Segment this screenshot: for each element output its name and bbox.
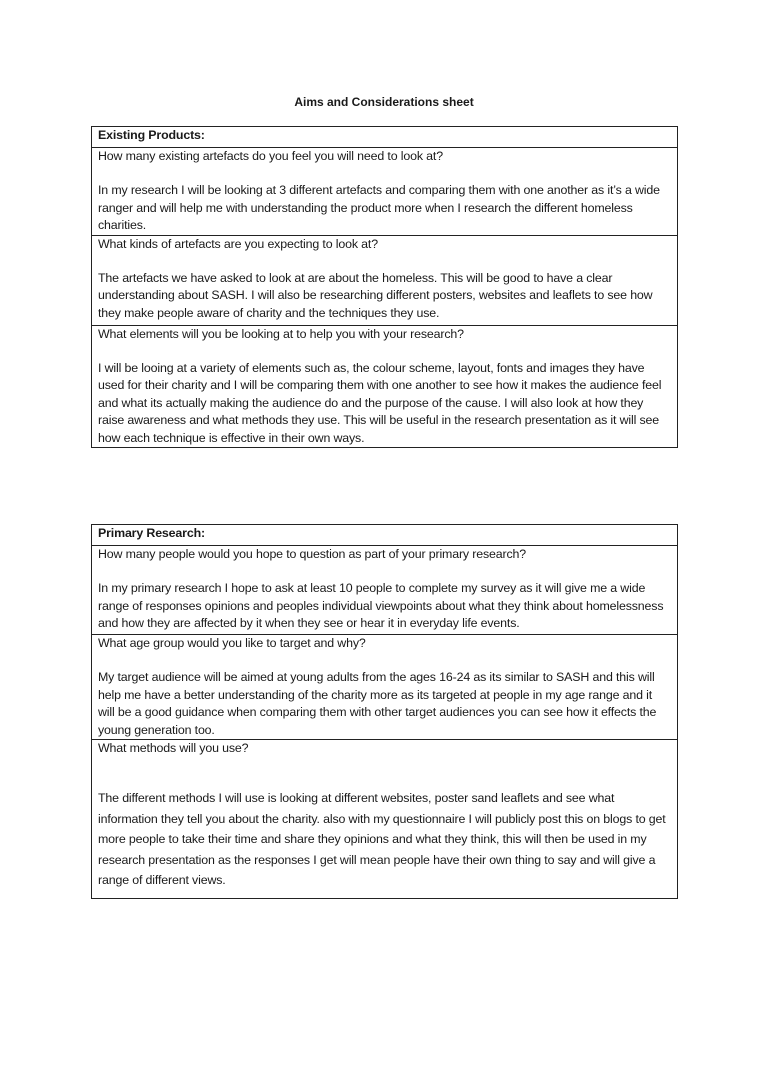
section-header-row — [92, 127, 678, 148]
answer-text: My target audience will be aimed at young adults from the ages 16-24 as its similar to SASH and this will help me have a better understanding of the charity more as its targeted at people in my age range and it will be a good guidance when comparing them with other target audiences you can see how it effects the young generation too. — [98, 670, 657, 737]
question-text: What age group would you like to target and why? — [98, 636, 366, 650]
question-cell — [92, 235, 678, 325]
question-text: How many people would you hope to question as part of your primary research? — [98, 547, 527, 561]
question-text: How many existing artefacts do you feel you will need to look at? — [98, 149, 443, 163]
existing-products-table — [91, 126, 678, 448]
question-cell — [92, 635, 678, 740]
question-row — [92, 635, 678, 740]
answer-text: I will be looing at a variety of elements such as, the colour scheme, layout, fonts and images they have used for their charity and I will be comparing them with one another to see how it makes the audience feel and what its actually making the audience do and the purpose of the cause. I will also look at how they raise awareness and what methods they use. This will be useful in the research presentation as it will see how each technique is effective in their own ways. — [98, 361, 662, 445]
answer-text: In my research I will be looking at 3 different artefacts and comparing them with one another as it’s a wide ranger and will help me with understanding the product more when I research the different homeless charities. — [98, 183, 660, 233]
question-text: What methods will you use? — [98, 741, 249, 756]
section-header-row — [92, 525, 678, 546]
question-row — [92, 148, 678, 236]
page-title: Aims and Considerations sheet — [294, 95, 474, 109]
question-cell — [92, 546, 678, 635]
question-row — [92, 740, 678, 899]
question-cell — [92, 740, 678, 899]
answer-text: In my primary research I hope to ask at least 10 people to complete my survey as it will give me a wide range of responses opinions and peoples individual viewpoints about what they think about homelessness and how they are affected by it when they see or hear it in everyday life events. — [98, 581, 664, 631]
question-cell — [92, 148, 678, 236]
section-heading: Existing Products: — [92, 127, 678, 148]
question-cell — [92, 325, 678, 447]
question-row — [92, 325, 678, 447]
question-text: What elements will you be looking at to help you with your research? — [98, 326, 464, 341]
question-row — [92, 546, 678, 635]
question-text: What kinds of artefacts are you expecting to look at? — [98, 236, 378, 251]
section-heading: Primary Research: — [92, 525, 678, 546]
primary-research-table — [91, 524, 678, 899]
question-row — [92, 235, 678, 325]
answer-text: The artefacts we have asked to look at are about the homeless. This will be good to have a clear understanding about SASH. I will also be researching different posters, websites and leaflets to see how they make people aware of charity and the techniques they use. — [98, 271, 653, 320]
answer-text: The different methods I will use is looking at different websites, poster sand leaflets and see what information they tell you about the charity. also with my questionnaire I will publicly post this on blogs to get more people to take their time and share they opinions and what they think, this will then be used in my research presentation as the responses I get will mean people have their own thing to say and will give a range of different views. — [98, 791, 666, 888]
